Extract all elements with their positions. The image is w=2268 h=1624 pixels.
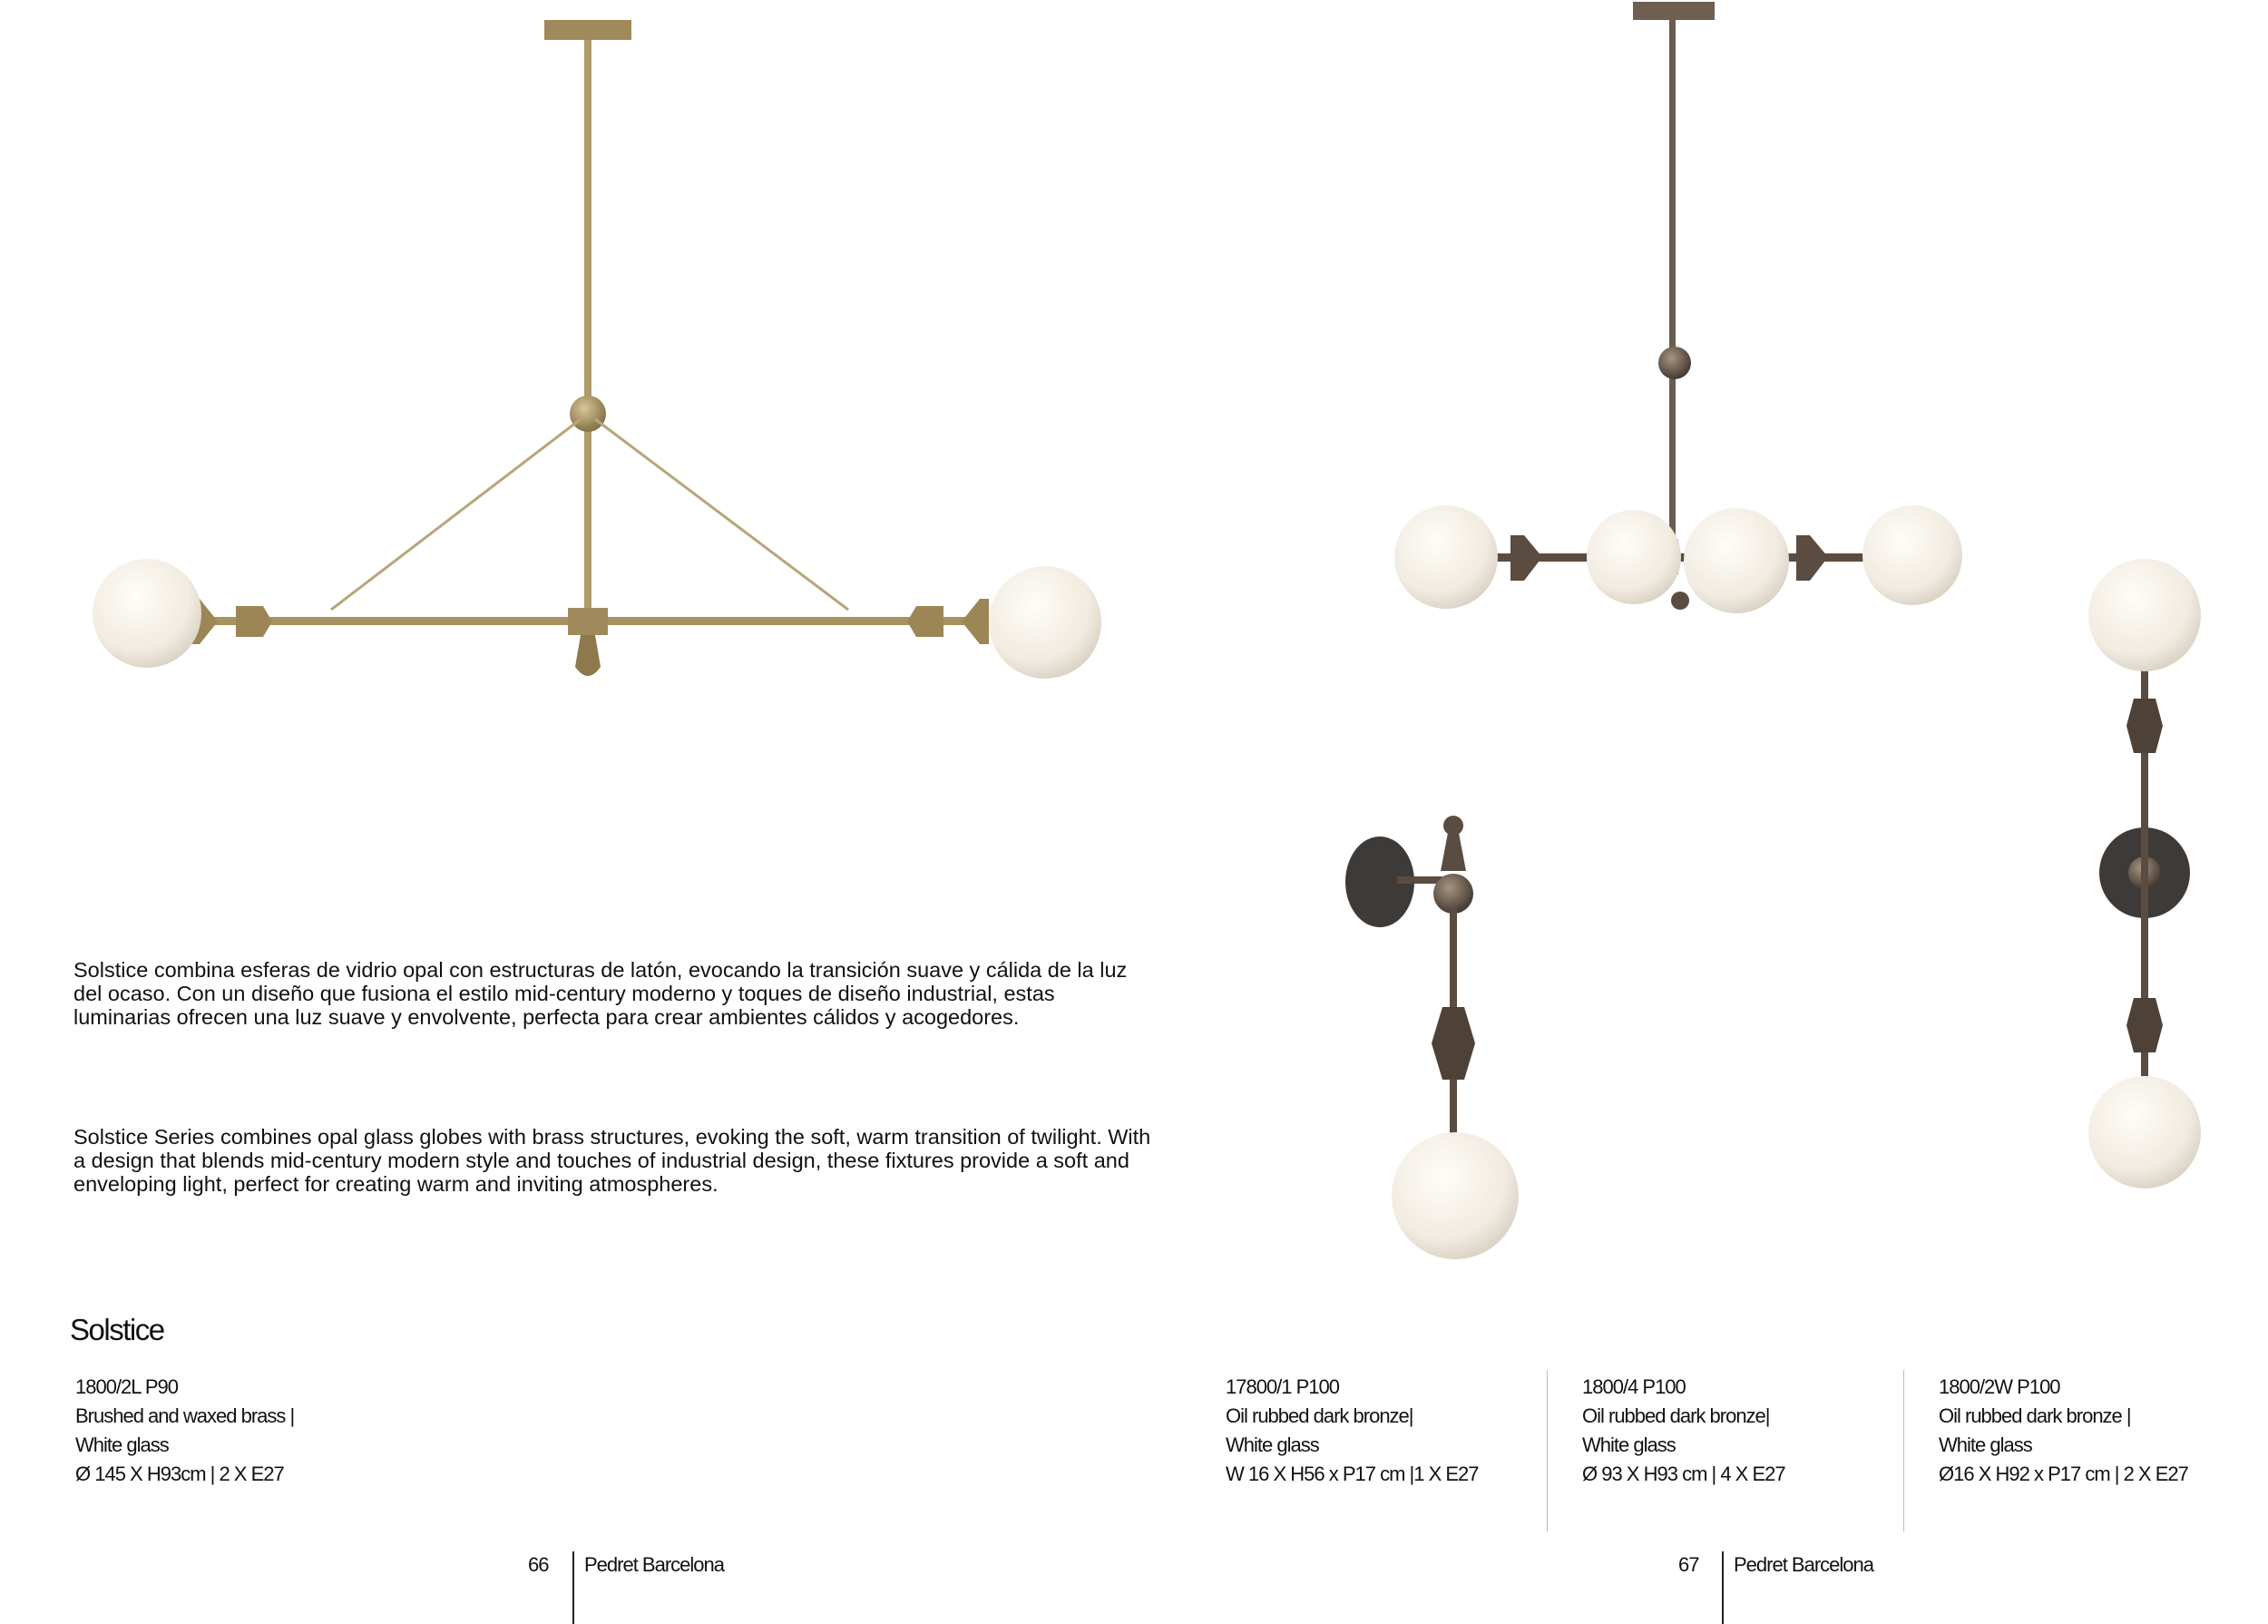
product-code: 17800/1 P100	[1226, 1375, 1340, 1398]
footer-divider	[572, 1551, 574, 1624]
footer-brand-left: Pedret Barcelona	[584, 1553, 724, 1576]
product-code: 1800/4 P100	[1582, 1375, 1686, 1398]
product-finish: Oil rubbed dark bronze |	[1939, 1404, 2131, 1427]
product-dimensions: Ø 93 X H93 cm | 4 X E27	[1582, 1463, 1785, 1485]
product-finish: Oil rubbed dark bronze|	[1226, 1404, 1413, 1427]
product-dimensions: W 16 X H56 x P17 cm |1 X E27	[1226, 1463, 1479, 1485]
chandelier-4-light-bronze	[1394, 2, 1962, 613]
wall-sconce-1-light-bronze	[1345, 816, 1519, 1259]
product-spec-1800-4	[1582, 1373, 1785, 1489]
footer-divider	[1722, 1551, 1724, 1624]
page-number-right: 67	[1678, 1553, 1699, 1576]
product-spec-1800-2w	[1939, 1373, 2188, 1489]
product-spec-17800-1	[1226, 1373, 1479, 1489]
chandelier-2-light-brass	[93, 20, 1101, 679]
product-glass: White glass	[75, 1433, 169, 1456]
product-code: 1800/2L P90	[75, 1375, 178, 1398]
product-dimensions: Ø 145 X H93cm | 2 X E27	[75, 1463, 284, 1485]
wall-sconce-2-light-bronze	[2088, 559, 2201, 1189]
page-number-left: 66	[528, 1553, 549, 1576]
product-finish: Brushed and waxed brass |	[75, 1404, 295, 1427]
footer-brand-right: Pedret Barcelona	[1734, 1553, 1873, 1576]
column-divider	[1547, 1370, 1548, 1531]
product-finish: Oil rubbed dark bronze|	[1582, 1404, 1770, 1427]
product-glass: White glass	[1226, 1433, 1319, 1456]
product-spec-1800-2l	[75, 1373, 294, 1489]
product-dimensions: Ø16 X H92 x P17 cm | 2 X E27	[1939, 1463, 2188, 1485]
column-divider	[1903, 1370, 1904, 1531]
description-english: Solstice Series combines opal glass globes with brass structures, evoking the soft, warm transition of twilight. With a design that blends mid-century modern style and touches of industrial design, these fixtures provide a soft and enveloping light, perfect for creating warm and inviting atmospheres.	[73, 1125, 1151, 1196]
product-code: 1800/2W P100	[1939, 1375, 2060, 1398]
product-glass: White glass	[1939, 1433, 2032, 1456]
product-glass: White glass	[1582, 1433, 1676, 1456]
description-spanish: Solstice combina esferas de vidrio opal con estructuras de latón, evocando la transición suave y cálida de la luz del ocaso. Con un diseño que fusiona el estilo mid-century moderno y toques de diseño industrial, estas luminarias ofrecen una luz suave y envolvente, perfecta para crear ambientes cálidos y acogedores.	[73, 958, 1128, 1029]
collection-title: Solstice	[70, 1313, 164, 1346]
